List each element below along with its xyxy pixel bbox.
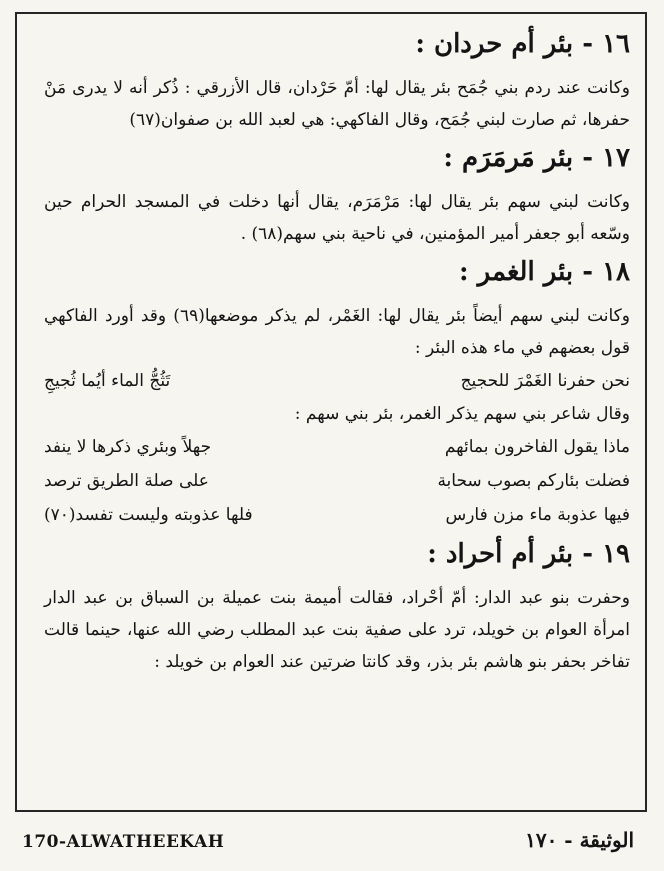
verse-second-hemistich: جهلاً وبئري ذكرها لا ينفد xyxy=(44,437,212,457)
poem-verse xyxy=(44,498,630,532)
verse-second-hemistich: تَثُجُّ الماء أيُما ثُجيجِ xyxy=(44,371,171,391)
page-footer xyxy=(22,828,634,860)
poem-verse xyxy=(44,364,630,398)
verse-first-hemistich: نحن حفرنا الغَمْرَ للحجيج xyxy=(460,371,630,391)
poem-verse xyxy=(44,430,630,464)
footer-page-label-arabic: الوثيقة - ١٧٠ xyxy=(525,828,634,852)
paragraph: وحفرت بنو عبد الدار: أمّ أحْراد، فقالت أميمة بنت عميلة بن السباق بن عبد الدار امرأة العوام بن خويلد، ترد على صفية بنت عبد المطلب رضي الله عنها، حينما قالت تفاخر بحفر بنو هاشم بئر بذر، وقد كانتا ضرتين عند العوام بن خويلد : xyxy=(44,588,630,672)
poem-verse xyxy=(44,464,630,498)
verse-first-hemistich: فضلت بئاركم بصوب سحابة xyxy=(437,471,630,491)
footer-page-label-latin: 170-ALWATHEEKAH xyxy=(22,832,225,852)
section-heading: ١٧ - بئر مَرمَرَم : xyxy=(443,143,630,173)
section-heading: ١٦ - بئر أم حردان : xyxy=(415,29,630,59)
verse-first-hemistich: فيها عذوبة ماء مزن فارس xyxy=(445,505,630,525)
paragraph: وقال شاعر بني سهم يذكر الغمر، بئر بني سهم : xyxy=(294,404,630,424)
section-heading: ١٨ - بئر الغمر : xyxy=(458,257,630,287)
verse-first-hemistich: ماذا يقول الفاخرون بمائهم xyxy=(444,437,630,457)
page-content xyxy=(44,22,630,678)
verse-second-hemistich: فلها عذوبته وليست تفسد(٧٠) xyxy=(44,505,253,525)
section-heading: ١٩ - بئر أم أحراد : xyxy=(427,539,630,569)
paragraph: وكانت عند ردم بني جُمَح بئر يقال لها: أمّ حَرْدان، قال الأزرقي : ذُكر أنه لا يدرى مَنْ حفرها، ثم صارت لبني جُمَح، وقال الفاكهي: هي لعبد الله بن صفوان(٦٧) xyxy=(44,78,630,130)
verse-second-hemistich: على صلة الطريق ترصد xyxy=(44,471,209,491)
paragraph: وكانت لبني سهم أيضاً بئر يقال لها: الغَمْر، لم يذكر موضعها(٦٩) وقد أورد الفاكهي قول بعضهم في ماء هذه البئر : xyxy=(44,306,630,358)
paragraph: وكانت لبني سهم بئر يقال لها: مَرْمَرَم، يقال أنها دخلت في المسجد الحرام حين وسّعه أبو جعفر أمير المؤمنين، في ناحية بني سهم(٦٨) . xyxy=(44,192,630,244)
